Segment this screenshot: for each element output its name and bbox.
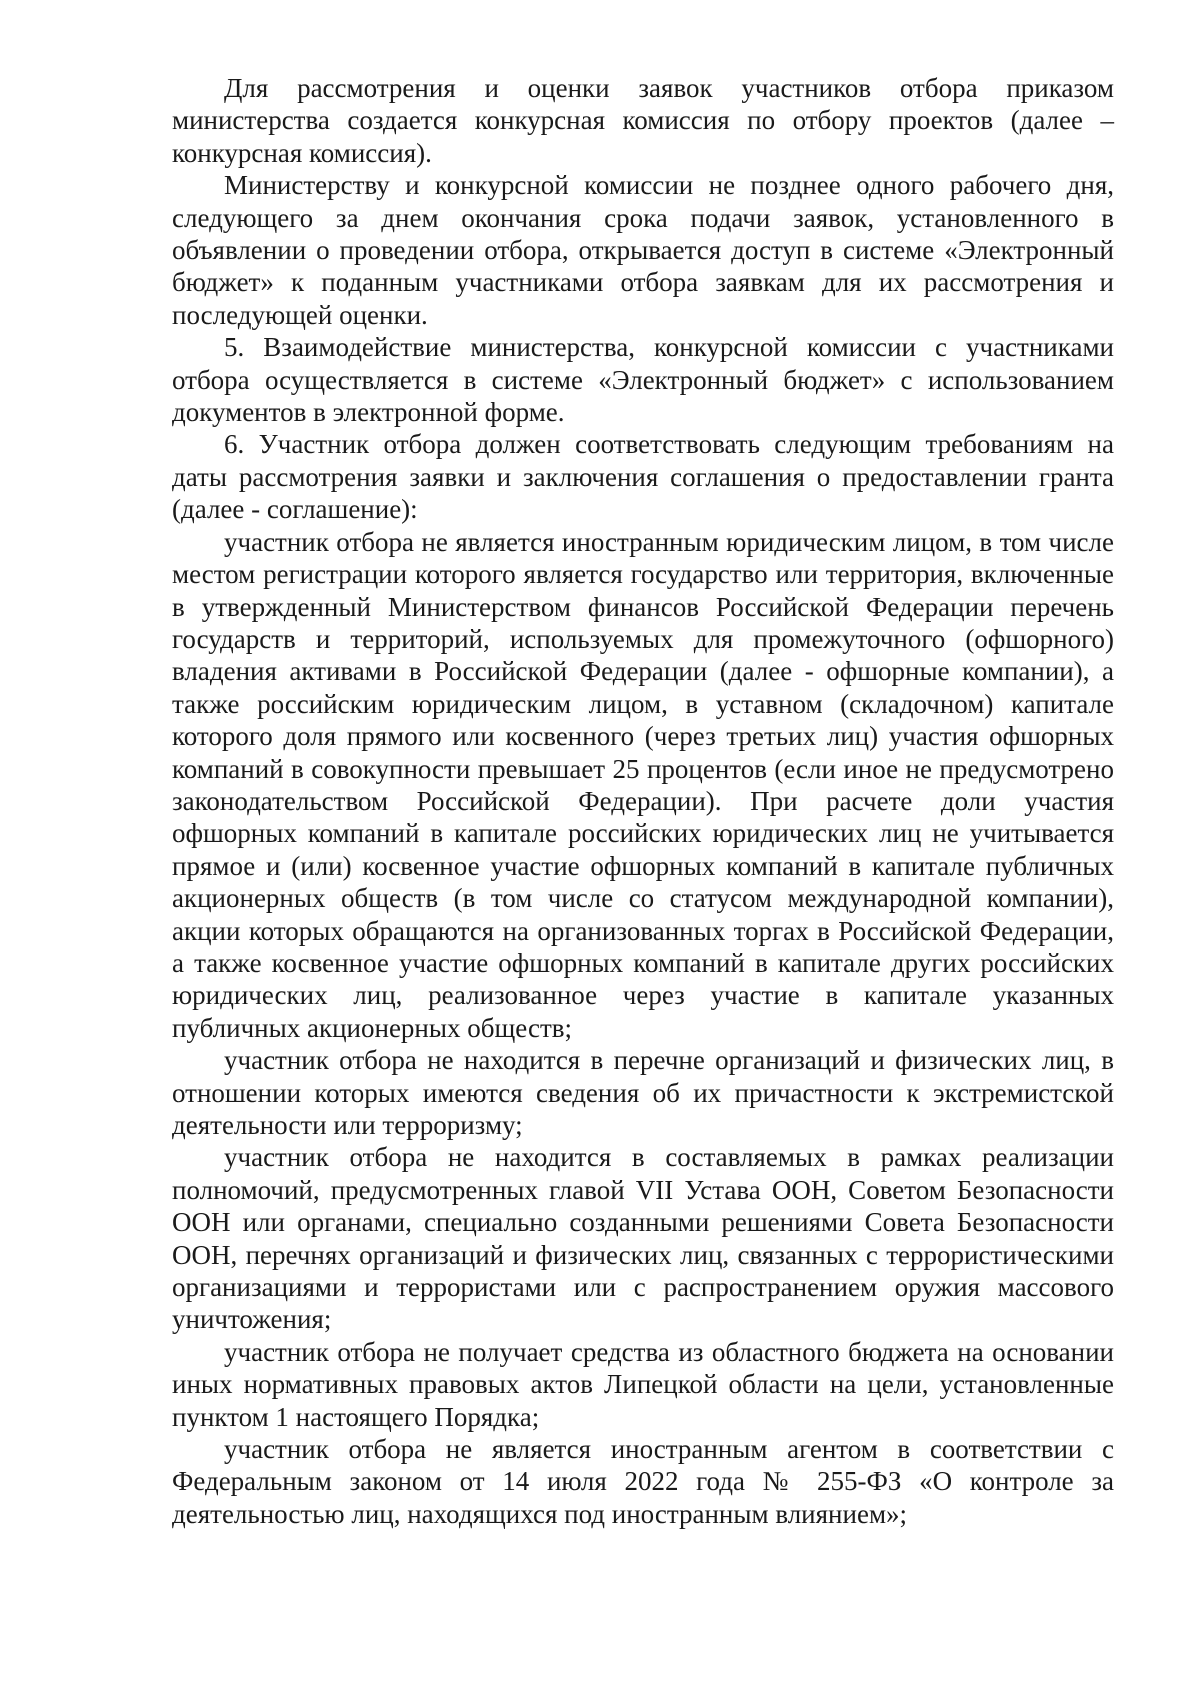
paragraph-item-5-interaction: 5. Взаимодействие министерства, конкурсной комиссии с участниками отбора осуществляется в системе «Электронный бюджет» с использованием документов в электронной форме. xyxy=(172,332,1114,428)
paragraph-requirement-extremism: участник отбора не находится в перечне организаций и физических лиц, в отношении которых имеются сведения об их причастности к экстремистской деятельности или терроризму; xyxy=(172,1045,1114,1140)
paragraph-requirement-foreign-agent: участник отбора не является иностранным агентом в соответствии с Федеральным законом от 14 июля 2022 года № 255-ФЗ «О контроле за деятельностью лиц, находящихся под иностранным влиянием»; xyxy=(172,1434,1114,1529)
paragraph-requirement-un-lists: участник отбора не находится в составляемых в рамках реализации полномочий, предусмотренных главой VII Устава ООН, Советом Безопасности ООН или органами, специально созданными решениями Совета Безопасности ООН, перечнях организаций и физических лиц, связанных с террористическими организациями и террористами или с распространением оружия массового уничтожения; xyxy=(172,1142,1114,1335)
paragraph-item-6-requirements: 6. Участник отбора должен соответствовать следующим требованиям на даты рассмотрения заявки и заключения соглашения о предоставлении гранта (далее - соглашение): xyxy=(172,429,1114,525)
paragraph-commission-creation: Для рассмотрения и оценки заявок участников отбора приказом министерства создается конкурсная комиссия по отбору проектов (далее – конкурсная комиссия). xyxy=(172,73,1114,168)
paragraph-access-electronic-budget: Министерству и конкурсной комиссии не позднее одного рабочего дня, следующего за днем окончания срока подачи заявок, установленного в объявлении о проведении отбора, открывается доступ в системе «Электронный бюджет» к поданным участниками отбора заявкам для их рассмотрения и последующей оценки. xyxy=(172,170,1114,330)
paragraph-requirement-regional-budget: участник отбора не получает средства из областного бюджета на основании иных нормативных правовых актов Липецкой области на цели, установленные пунктом 1 настоящего Порядка; xyxy=(172,1336,1114,1432)
paragraph-requirement-offshore: участник отбора не является иностранным юридическим лицом, в том числе местом регистрации которого является государство или территория, включенные в утвержденный Министерством финансов Российской Федерации перечень государств и территорий, используемых для промежуточного (офшорного) владения активами в Российской Федерации (далее - офшорные компании), а также российским юридическим лицом, в уставном (складочном) капитале которого доля прямого или косвенного (через третьих лиц) участия офшорных компаний в совокупности превышает 25 процентов (если иное не предусмотрено законодательством Российской Федерации). При расчете доли участия офшорных компаний в капитале российских юридических лиц не учитывается прямое и (или) косвенное участие офшорных компаний в капитале публичных акционерных обществ (в том числе со статусом международной компании), акции которых обращаются на организованных торгах в Российской Федерации, а также косвенное участие офшорных компаний в капитале других российских юридических лиц, реализованное через участие в капитале указанных публичных акционерных обществ; xyxy=(172,526,1114,1043)
document-body xyxy=(172,72,1114,1530)
